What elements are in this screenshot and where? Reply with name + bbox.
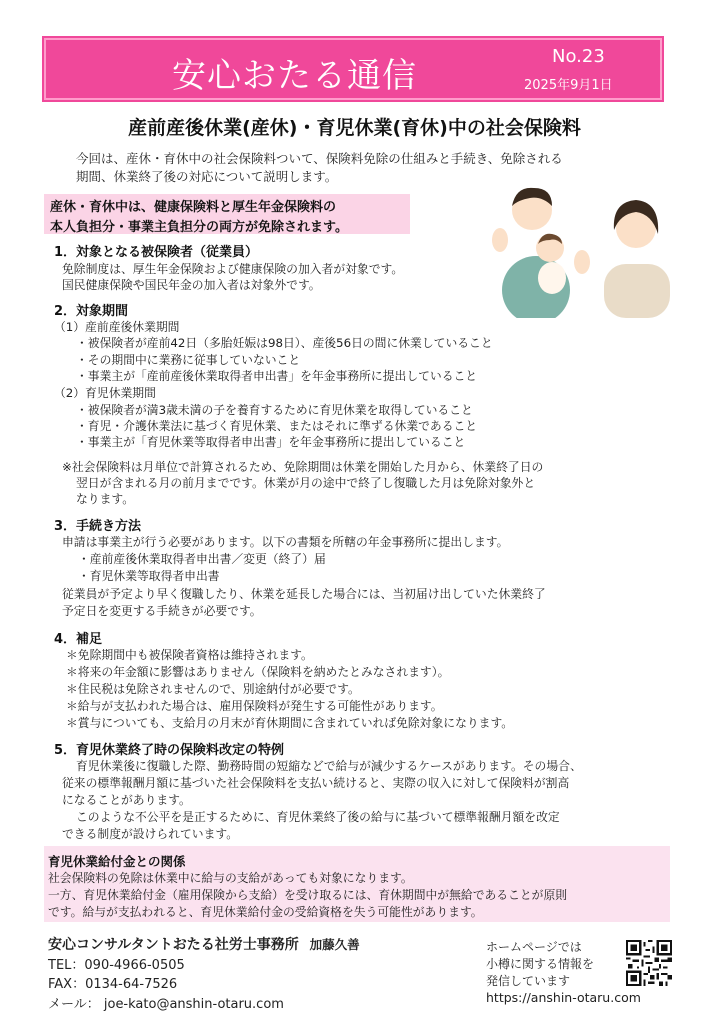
section-4-item: ＊将来の年金額に影響はありません（保険料を納めたとみなされます）。 bbox=[66, 665, 450, 679]
homepage-url[interactable]: https://anshin-otaru.com bbox=[486, 990, 641, 1005]
intro-line: 期間、休業終了後の対応について説明します。 bbox=[76, 169, 338, 184]
section-4-item: ＊住民税は免除されませんので、別途納付が必要です。 bbox=[66, 682, 360, 696]
office-name-text: 安心コンサルタントおたる社労士事務所 bbox=[48, 937, 299, 953]
hp-line: 発信しています bbox=[486, 974, 571, 988]
section-2-item: ・被保険者が満3歳未満の子を養育するために育児休業を取得していること bbox=[76, 403, 473, 417]
section-2-item: ・その期間中に業務に従事していないこと bbox=[76, 353, 301, 367]
section-2-note: なります。 bbox=[76, 492, 135, 506]
issue-date: 2025年9月1日 bbox=[524, 78, 613, 93]
highlight-line: 本人負担分・事業主負担分の両方が免除されます。 bbox=[50, 220, 348, 235]
hp-line: 小樽に関する情報を bbox=[486, 957, 595, 971]
section-5-line: できる制度が設けられています。 bbox=[62, 827, 239, 841]
section-1-heading: 1．対象となる被保険者（従業員） bbox=[54, 245, 259, 260]
email-link[interactable]: メール： joe-kato@anshin-otaru.com bbox=[48, 997, 284, 1012]
office-name bbox=[48, 934, 360, 954]
issue-number: No.23 bbox=[552, 46, 605, 67]
section-5-line: 育児休業後に復職した際、勤務時間の短縮などで給与が減少するケースがあります。その場合、 bbox=[76, 759, 582, 773]
section-1-line: 免除制度は、厚生年金保険および健康保険の加入者が対象です。 bbox=[62, 262, 404, 276]
section-5-heading: 5．育児休業終了時の保険料改定の特例 bbox=[54, 743, 285, 758]
section-5-line: になることがあります。 bbox=[62, 793, 191, 807]
section-3-line: ・産前産後休業取得者申出書／変更（終了）届 bbox=[78, 552, 326, 566]
family-illustration bbox=[486, 178, 678, 318]
newsletter-title: 安心おたる通信 bbox=[172, 56, 417, 96]
relation-line: です。給与が支払われると、育児休業給付金の受給資格を失う可能性があります。 bbox=[48, 905, 483, 919]
section-3-line: 申請は事業主が行う必要があります。以下の書類を所轄の年金事務所に提出します。 bbox=[62, 535, 509, 549]
section-2-sub1: （1）産前産後休業期間 bbox=[54, 320, 180, 334]
section-5-line: このような不公平を是正するために、育児休業終了後の給与に基づいて標準報酬月額を改定 bbox=[76, 810, 560, 824]
section-2-item: ・事業主が「産前産後休業取得者申出書」を年金事務所に提出していること bbox=[76, 369, 478, 383]
section-4-item: ＊免除期間中も被保険者資格は維持されます。 bbox=[66, 648, 313, 662]
section-2-note: 翌日が含まれる月の前月までです。休業が月の途中で終了し復職した月は免除対象外と bbox=[76, 476, 536, 490]
section-2-note: ※社会保険料は月単位で計算されるため、免除期間は休業を開始した月から、休業終了日の bbox=[62, 460, 544, 474]
section-1-line: 国民健康保険や国民年金の加入者は対象外です。 bbox=[62, 278, 321, 292]
section-4-item: ＊賞与についても、支給月の月末が育休期間に含まれていれば免除対象になります。 bbox=[66, 716, 514, 730]
intro-line: 今回は、産休・育休中の社会保険料ついて、保険料免除の仕組みと手続き、免除される bbox=[76, 151, 563, 166]
section-2-item: ・被保険者が産前42日（多胎妊娠は98日）、産後56日の間に休業していること bbox=[76, 336, 493, 350]
relation-line: 一方、育児休業給付金（雇用保険から支給）を受け取るには、育休期間中が無給であることが原則 bbox=[48, 888, 568, 902]
tel: TEL：090-4966-0505 bbox=[48, 958, 185, 973]
section-5-line: 従来の標準報酬月額に基づいた社会保険料を支払い続けると、実際の収入に対して保険料が割高 bbox=[62, 776, 570, 790]
section-3-line: ・育児休業等取得者申出書 bbox=[78, 569, 220, 583]
header-banner bbox=[44, 38, 662, 100]
hp-line: ホームページでは bbox=[486, 940, 582, 954]
section-2-sub2: （2）育児休業期間 bbox=[54, 386, 156, 400]
highlight-line: 産休・育休中は、健康保険料と厚生年金保険料の bbox=[50, 200, 337, 215]
section-4-heading: 4．補足 bbox=[54, 632, 103, 647]
relation-line: 社会保険料の免除は休業中に給与の支給があっても対象になります。 bbox=[48, 871, 413, 885]
person-name: 加藤久善 bbox=[309, 937, 360, 952]
section-3-line: 予定日を変更する手続きが必要です。 bbox=[62, 604, 262, 618]
section-3-heading: 3．手続き方法 bbox=[54, 519, 142, 534]
main-title: 産前産後休業(産休)・育児休業(育休)中の社会保険料 bbox=[128, 117, 581, 139]
section-3-line: 従業員が予定より早く復職したり、休業を延長した場合には、当初届け出していた休業終了 bbox=[62, 587, 546, 601]
section-2-heading: 2．対象期間 bbox=[54, 304, 129, 319]
relation-heading: 育児休業給付金との関係 bbox=[48, 854, 186, 869]
section-4-item: ＊給与が支払われた場合は、雇用保険料が発生する可能性があります。 bbox=[66, 699, 443, 713]
fax: FAX：0134-64-7526 bbox=[48, 977, 178, 992]
qr-code[interactable] bbox=[626, 940, 672, 986]
section-2-item: ・事業主が「育児休業等取得者申出書」を年金事務所に提出していること bbox=[76, 435, 466, 449]
section-2-item: ・育児・介護休業法に基づく育児休業、またはそれに準ずる休業であること bbox=[76, 419, 478, 433]
